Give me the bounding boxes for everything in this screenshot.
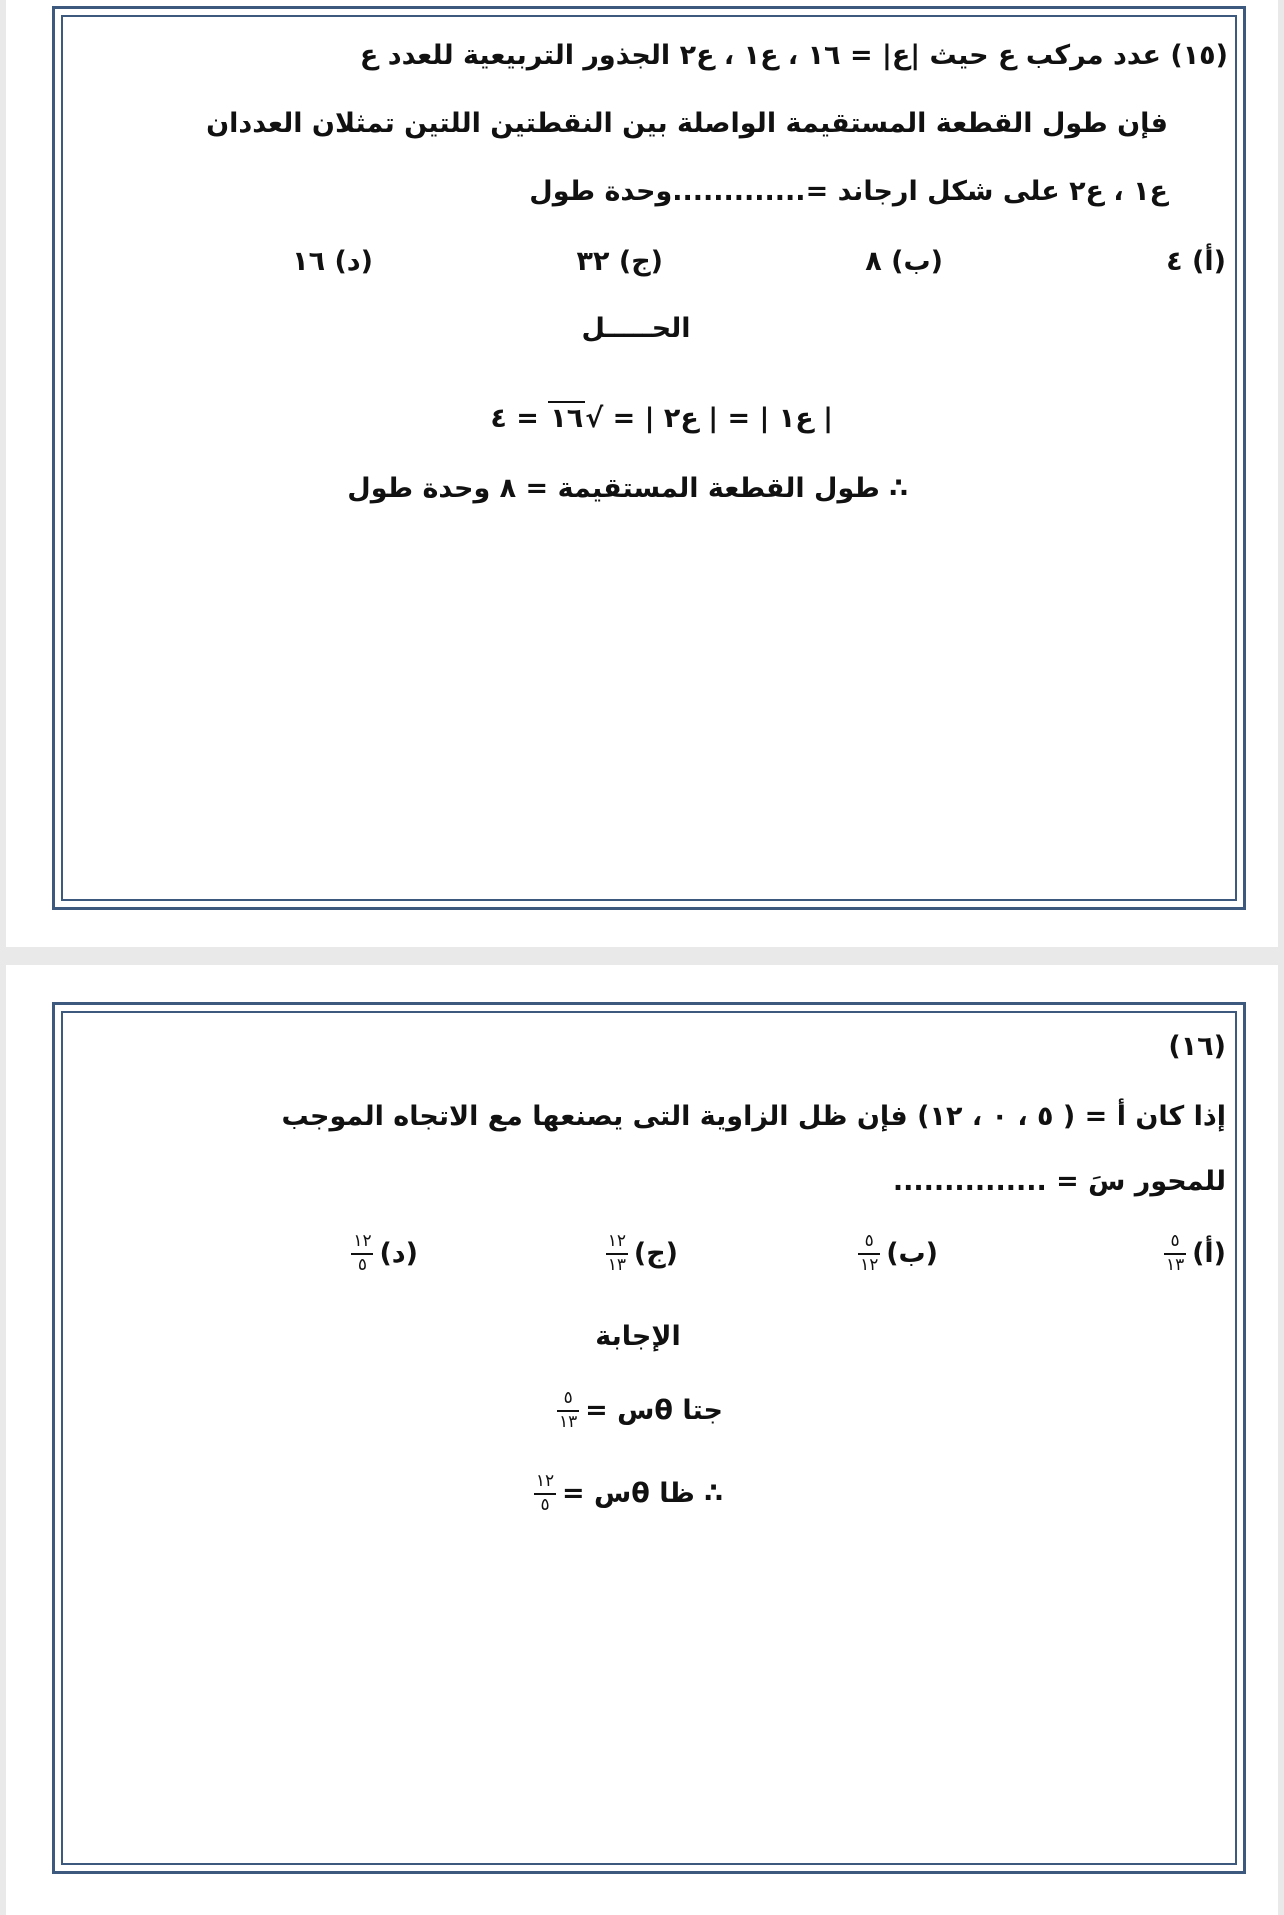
q16-answer-heading: الإجابة	[595, 1321, 681, 1352]
q15-option-d: (د) ١٦	[292, 246, 373, 277]
q15-line1: (١٥) عدد مركب ع حيث |ع| = ١٦ ، ع١ ، ع٢ الجذور التربيعية للعدد ع	[359, 40, 1228, 71]
option-label: (أ)	[1192, 1238, 1226, 1270]
page-top	[6, 0, 1278, 947]
q15-option-b: (ب) ٨	[865, 246, 943, 277]
sqrt-icon: √	[585, 403, 604, 434]
option-label: (ج)	[633, 1238, 678, 1270]
question-15-frame	[52, 6, 1246, 910]
fraction: $\frac{٥}{١٢}$	[860, 1231, 879, 1275]
q16-option-b	[858, 1233, 938, 1275]
q15-solution-heading: الحـــــل	[581, 313, 691, 344]
q16-option-a	[1164, 1233, 1226, 1275]
fraction: $\frac{١٢}{١٣}$	[607, 1231, 626, 1275]
question-16-frame	[52, 1002, 1246, 1874]
q16-option-c	[606, 1233, 678, 1275]
q16-tan-line: ∴ ظا θس = $\frac{١٢}{٥}$	[535, 1471, 723, 1515]
fraction: $\frac{١٢}{٥}$	[353, 1231, 372, 1275]
fraction: $\frac{١٢}{٥}$	[535, 1471, 555, 1515]
equation-sqrt: ١٦	[550, 403, 584, 434]
option-label: (د)	[379, 1238, 418, 1270]
equation-right: = ٤	[490, 403, 549, 434]
equation-left: | ع١ | = | ع٢ | =	[603, 403, 833, 434]
q15-option-c: (ج) ٣٢	[576, 246, 663, 277]
q15-equation	[490, 405, 833, 432]
option-label: (ب)	[886, 1238, 938, 1270]
q16-number: (١٦)	[1168, 1031, 1226, 1062]
q16-cos-line: جتا θس = $\frac{٥}{١٣}$	[559, 1388, 723, 1432]
q15-conclusion: ∴ طول القطعة المستقيمة = ٨ وحدة طول	[347, 473, 908, 504]
page-bottom	[6, 965, 1278, 1915]
fraction: $\frac{٥}{١٣}$	[1165, 1231, 1185, 1275]
q16-option-d	[351, 1233, 418, 1275]
q16-line1: إذا كان أ = ( ٥ ، ٠ ، ١٢) فإن ظل الزاوية التى يصنعها مع الاتجاه الموجب	[281, 1101, 1226, 1132]
q15-line3: ع١ ، ع٢ على شكل ارجاند =.............وحدة طول	[529, 176, 1168, 207]
fraction: $\frac{٥}{١٣}$	[559, 1388, 578, 1432]
q15-line2: فإن طول القطعة المستقيمة الواصلة بين النقطتين اللتين تمثلان العددان	[206, 108, 1168, 139]
q16-line2: للمحور سَ = ...............	[892, 1166, 1226, 1197]
q15-option-a: (أ) ٤	[1166, 246, 1226, 277]
